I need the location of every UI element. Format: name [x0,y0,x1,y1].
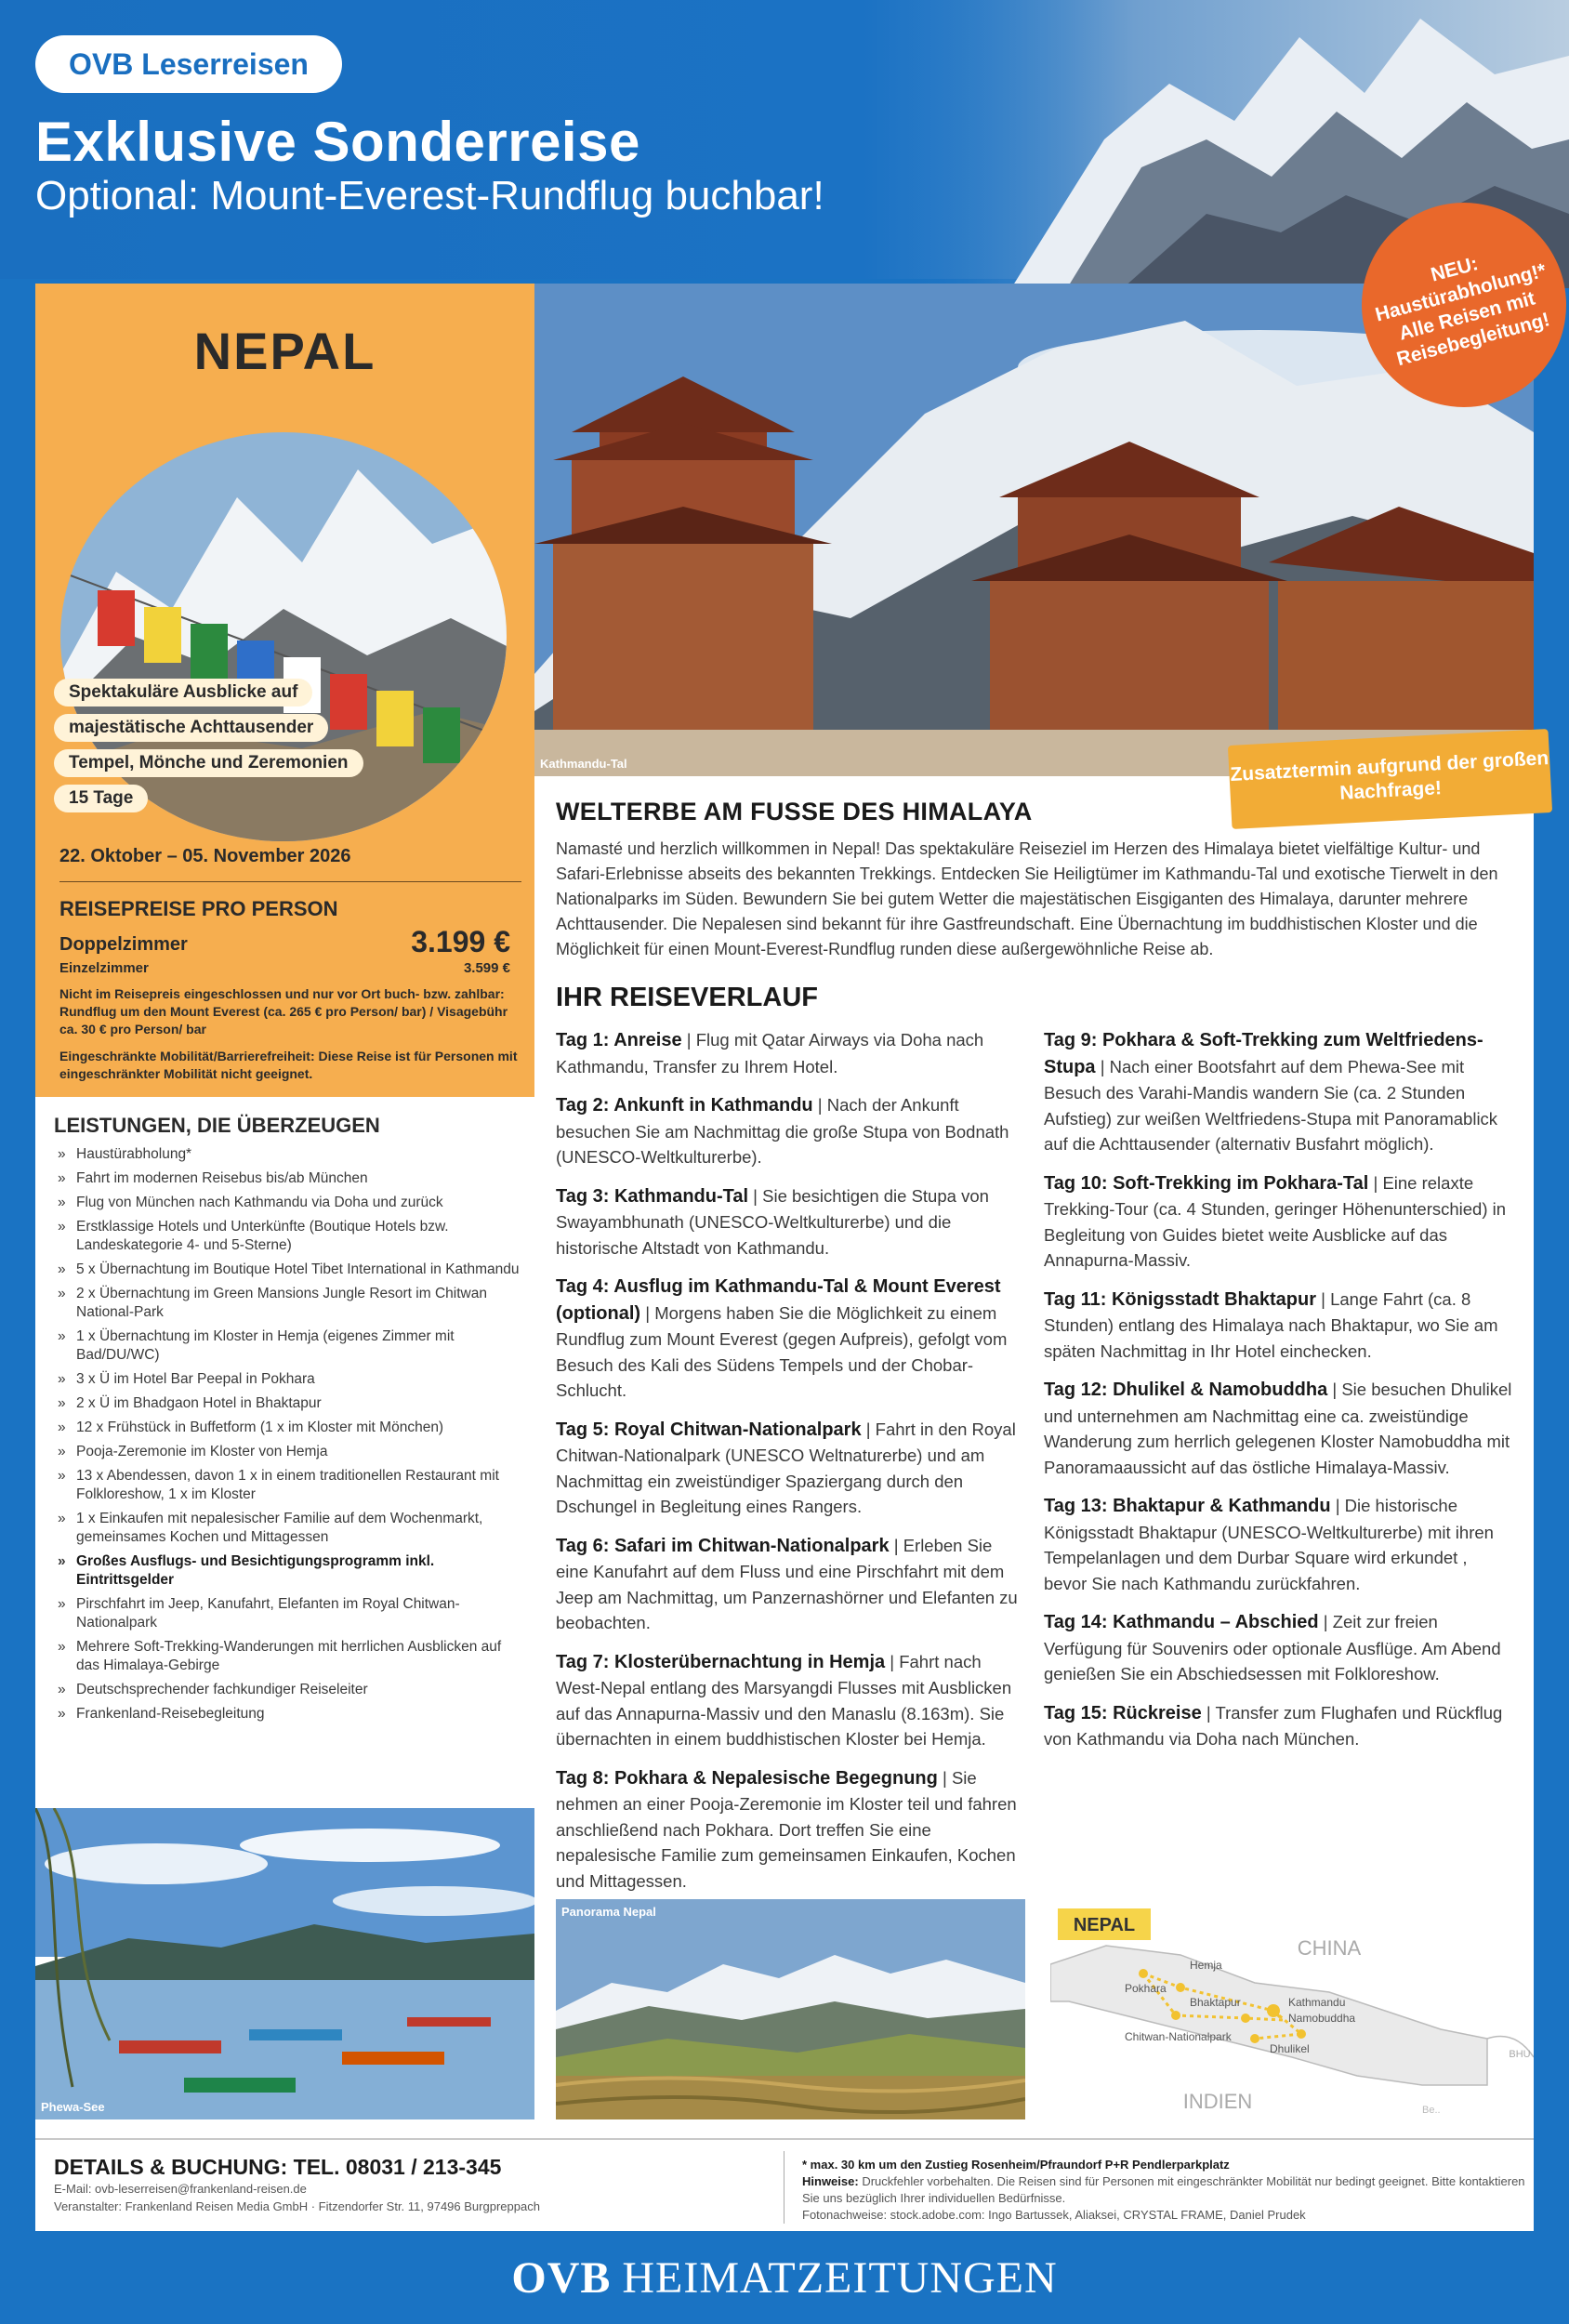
map-china-label: CHINA [1297,1936,1362,1960]
intro-text: Namasté und herzlich willkommen in Nepal! Das spektakuläre Reiseziel im Herzen des Himalaya bietet vielfältige Kultur- und Safari-Erlebnisse abseits des bekannten Trekkings. Entdecken Sie Heiligtümer im Kathmandu-Tal und exotische Tierwelt in den Nationalparks im Süden. Bewundern Sie bei gutem Wetter die majestätischen Eisgiganten des Himalaya, darunter mehrere Achttausender. Die Nepalesen sind bekannt für ihre Gastfreundschaft. Eine Übernachtung im buddhistischen Kloster und die Möglichkeit für einen Mount-Everest-Rundflug runden diese außergewöhnliche Reise ab. [556,839,1498,958]
travel-dates: 22. Oktober – 05. November 2026 [59,846,351,866]
highlight-duration: 15 Tage [54,785,148,812]
highlight-item: Tempel, Mönche und Zeremonien [54,749,363,777]
itinerary-day-title: Tag 9: Pokhara & Soft-Trekking zum Weltfriedens-Stupa [1044,1030,1483,1077]
itinerary-day-title: Tag 2: Ankunft in Kathmandu [556,1095,813,1116]
phewa-lake-image [35,1808,534,2119]
service-item: » 1 x Einkaufen mit nepalesischer Familie auf dem Wochenmarkt, gemeinsames Kochen und Mittagessen [54,1510,528,1547]
itinerary-day: Tag 10: Soft-Trekking im Pokhara-Tal | Eine relaxte Trekking-Tour (ca. 4 Stunden, geringer Höhenunterschied) in Begleitung von Guides bietet weite Ausblicke auf das Annapurna-Massiv. [1044,1172,1507,1270]
itinerary-day-title: Tag 4: Ausflug im Kathmandu-Tal & Mount Everest (optional) [556,1276,1001,1324]
service-item: » 3 x Ü im Hotel Bar Peepal in Pokhara [54,1370,528,1389]
booking-phone[interactable]: DETAILS & BUCHUNG: TEL. 08031 / 213-345 [54,2155,502,2179]
itinerary-column-right [1044,1027,1513,1765]
itinerary-day-text: Zeit zur freien Verfügung für Souvenirs oder optionale Ausflüge. Am Abend genießen Sie ein Abschiedsessen mit Folkloreshow. [1044,1612,1501,1684]
itinerary-day: Tag 1: Anreise | Flug mit Qatar Airways via Doha nach Kathmandu, Transfer zu Ihrem Hotel. [556,1030,984,1076]
itinerary-day: Tag 12: Dhulikel & Namobuddha | Sie besuchen Dhulikel und unternehmen am Nachmittag eine ca. zweistündige Wanderung zum herrlich gelegenen Kloster Namobuddha mit Panoramaaussicht auf das östliche Himalaya-Massiv. [1044,1380,1512,1477]
itinerary-day-text: Erleben Sie eine Kanufahrt auf dem Fluss und eine Pirschfahrt mit dem Jeep am Nachmittag, um Panzernashörner und Elefanten zu beobachten. [556,1535,1018,1632]
itinerary-day: Tag 2: Ankunft in Kathmandu | Nach der Ankunft besuchen Sie am Nachmittag die große Stupa von Bodnath (UNESCO-Weltkulturerbe). [556,1095,1009,1167]
double-room-label: Doppelzimmer [59,934,188,955]
publisher-logo-rest: HEIMATZEITUNGEN [622,2252,1058,2303]
itinerary-day-title: Tag 5: Royal Chitwan-Nationalpark [556,1419,862,1440]
publisher-logo-bold: OVB [511,2252,612,2303]
image-caption: Kathmandu-Tal [540,757,627,771]
page-subtitle: Optional: Mount-Everest-Rundflug buchbar! [35,173,824,218]
itinerary-day: Tag 14: Kathmandu – Abschied | Zeit zur freien Verfügung für Souvenirs oder optionale Ausflüge. Am Abend genießen Sie ein Abschiedsessen mit Folkloreshow. [1044,1612,1501,1684]
itinerary-day: Tag 3: Kathmandu-Tal | Sie besichtigen die Stupa von Swayambhunath (UNESCO-Weltkulturerbe) und die historische Altstadt von Kathmandu. [556,1185,989,1258]
itinerary-day-text: Flug mit Qatar Airways via Doha nach Kathmandu, Transfer zu Ihrem Hotel. [556,1030,984,1076]
itinerary-day-text: Fahrt in den Royal Chitwan-Nationalpark (UNESCO Weltnaturerbe) und am Nachmittag ein zweistündiger Spaziergang durch den Dschungel in Begleitung eines Rangers. [556,1419,1016,1516]
offer-panel [35,284,534,1097]
service-item: » Deutschsprechender fachkundiger Reiseleiter [54,1681,528,1699]
panorama-image [556,1899,1025,2119]
service-item: » Fahrt im modernen Reisebus bis/ab München [54,1169,528,1188]
itinerary-day: Tag 4: Ausflug im Kathmandu-Tal & Mount Everest (optional) | Morgens haben Sie die Möglichkeit zu einem Rundflug zum Mount Everest (gegen Aufpreis), gefolgt vom Besuch des Kali des Südens Tempels und der Chobar-Schlucht. [556,1276,1008,1400]
itinerary-day: Tag 11: Königsstadt Bhaktapur | Lange Fahrt (ca. 8 Stunden) entlang des Himalaya nach Bhaktapur, wo Sie am späten Nachmittag in Ihr Hotel einchecken. [1044,1288,1498,1361]
map-india-label: INDIEN [1182,2090,1253,2113]
itinerary-day-title: Tag 10: Soft-Trekking im Pokhara-Tal [1044,1172,1369,1194]
highlight-item: Spektakuläre Ausblicke auf [54,679,312,706]
double-room-price: 3.199 € [411,925,510,958]
mobility-note: Eingeschränkte Mobilität/Barrierefreiheit: Diese Reise ist für Personen mit eingeschränkter Mobilität nicht geeignet. [59,1049,518,1081]
service-item: » 1 x Übernachtung im Kloster in Hemja (eigenes Zimmer mit Bad/DU/WC) [54,1327,528,1365]
price-heading: REISEPREISE PRO PERSON [59,897,338,920]
itinerary-day: Tag 8: Pokhara & Nepalesische Begegnung | Sie nehmen an einer Pooja-Zeremonie im Kloster teil und fahren anschließend nach Pokhara. Dort treffen Sie eine nepalesische Familie zum gemeinsamen Einkaufen, Kochen und Mittagessen. [556,1767,1017,1891]
itinerary-column-left [556,1027,1025,1907]
itinerary-day-title: Tag 3: Kathmandu-Tal [556,1185,749,1207]
itinerary-day-title: Tag 12: Dhulikel & Namobuddha [1044,1380,1328,1400]
service-item: » Haustürabholung* [54,1145,528,1164]
image-caption: Panorama Nepal [561,1905,656,1919]
map-country-label: NEPAL [1073,1915,1136,1935]
service-item: » Großes Ausflugs- und Besichtigungsprogramm inkl. Eintrittsgelder [54,1552,528,1590]
itinerary-day: Tag 15: Rückreise | Transfer zum Flughafen und Rückflug von Kathmandu via Doha nach München. [1044,1702,1503,1749]
extra-date-banner: Zusatztermin aufgrund der großen Nachfrage! [1228,729,1552,829]
intro-heading: WELTERBE AM FUSSE DES HIMALAYA [556,798,1033,825]
map-place: Chitwan-Nationalpark [1125,2030,1232,2043]
itinerary-day-text: Sie besuchen Dhulikel und unternehmen am Nachmittag eine ca. zweistündige Wanderung zum herrlich gelegenen Kloster Namobuddha mit Panoramaaussicht auf das östliche Himalaya-Massiv. [1044,1380,1512,1477]
service-item: » Mehrere Soft-Trekking-Wanderungen mit herrlichen Ausblicken auf das Himalaya-Gebirge [54,1638,528,1675]
new-feature-badge: NEU: Haustürabholung!* Alle Reisen mit Reisebegleitung! [1338,179,1569,429]
service-item: » 2 x Übernachtung im Green Mansions Jungle Resort im Chitwan National-Park [54,1285,528,1322]
map-place: Dhulikel [1270,2042,1310,2055]
booking-email[interactable]: E-Mail: ovb-leserreisen@frankenland-reisen.de [54,2182,307,2196]
service-item: » Pirschfahrt im Jeep, Kanufahrt, Elefanten im Royal Chitwan-Nationalpark [54,1595,528,1632]
footer [35,2138,1534,2231]
service-item: » Flug von München nach Kathmandu via Doha und zurück [54,1194,528,1212]
itinerary-day: Tag 7: Klosterübernachtung in Hemja | Fahrt nach West-Nepal entlang des Marsyangdi Flusses mit Ausblicken auf das Annapurna-Massiv und den Manaslu (8.163m). Sie übernachten in einem buddhistischen Kloster bei Hemja. [556,1651,1012,1749]
itinerary-day-text: Nach einer Bootsfahrt auf dem Phewa-See mit Besuch des Varahi-Mandis wandern Sie (ca. 2 Stunden Aufstieg) zur weißen Weltfriedens-Stupa mit Panoramablick auf die Achttausender (alternativ Busfahrt möglich). [1044,1056,1498,1154]
itinerary-day: Tag 9: Pokhara & Soft-Trekking zum Weltfriedens-Stupa | Nach einer Bootsfahrt auf dem Phewa-See mit Besuch des Varahi-Mandis wandern Sie (ca. 2 Stunden Aufstieg) zur weißen Weltfriedens-Stupa mit Panoramablick auf die Achttausender (alternativ Busfahrt möglich). [1044,1030,1498,1154]
single-room-label: Einzelzimmer [59,960,149,976]
booking-info [54,2155,540,2215]
main-content [35,284,1549,2138]
map-corner-label: Be.. [1422,2105,1441,2116]
itinerary-day-title: Tag 11: Königsstadt Bhaktapur [1044,1288,1317,1310]
destination-title: NEPAL [193,322,376,380]
itinerary-day: Tag 6: Safari im Chitwan-Nationalpark | Erleben Sie eine Kanufahrt auf dem Fluss und eine Pirschfahrt mit dem Jeep am Nachmittag, um Panzernashörner und Elefanten zu beobachten. [556,1535,1018,1632]
itinerary-day-title: Tag 1: Anreise [556,1030,682,1050]
service-item: » Erstklassige Hotels und Unterkünfte (Boutique Hotels bzw. Landeskategorie 4- und 5-Sterne) [54,1218,528,1255]
map-place: Bhaktapur [1190,1996,1241,2009]
page-title: Exklusive Sonderreise [35,111,640,173]
image-caption: Phewa-See [41,2100,105,2114]
itinerary-day-title: Tag 6: Safari im Chitwan-Nationalpark [556,1535,890,1556]
header-banner [0,0,1569,279]
map-place: Namobuddha [1288,2012,1356,2025]
itinerary-day-text: Sie nehmen an einer Pooja-Zeremonie im Kloster teil und fahren anschließend nach Pokhara. Dort treffen Sie eine nepalesische Familie zum gemeinsamen Einkaufen, Kochen und Mittagessen. [556,1767,1017,1891]
photo-credit: Fotonachweise: stock.adobe.com: Ingo Bartussek, Aliaksei, CRYSTAL FRAME, Daniel Prudek [802,2208,1306,2222]
single-room-price: 3.599 € [463,960,510,976]
map-bhutan-label: BHU [1509,2049,1531,2060]
itinerary-day: Tag 13: Bhaktapur & Kathmandu | Die historische Königsstadt Bhaktapur (UNESCO-Weltkulturerbe) mit ihren Tempelanlagen und dem Durbar Square wird erkundet , bevor Sie nach Kathmandu zurückfahren. [1044,1496,1494,1593]
divider [59,881,521,882]
service-item: » Pooja-Zeremonie im Kloster von Hemja [54,1443,528,1461]
organizer-info: Veranstalter: Frankenland Reisen Media GmbH · Fitzendorfer Str. 11, 97496 Burgpreppach [54,2199,540,2213]
itinerary-day: Tag 5: Royal Chitwan-Nationalpark | Fahrt in den Royal Chitwan-Nationalpark (UNESCO Weltnaturerbe) und am Nachmittag ein zweistündiger Spaziergang durch den Dschungel in Begleitung eines Rangers. [556,1419,1016,1516]
itinerary-day-text: Lange Fahrt (ca. 8 Stunden) entlang des Himalaya nach Bhaktapur, wo Sie am späten Nachmittag in Ihr Hotel einchecken. [1044,1288,1498,1361]
publisher-logo [0,2231,1569,2324]
itinerary-day-title: Tag 15: Rückreise [1044,1702,1202,1723]
hint-label: Hinweise: [802,2174,859,2188]
itinerary-day-title: Tag 7: Klosterübernachtung in Hemja [556,1651,886,1672]
not-included-note: Nicht im Reisepreis eingeschlossen und nur vor Ort buch- bzw. zahlbar: Rundflug um den Mount Everest (ca. 265 € pro Person/ bar) / Visagebühr ca. 30 € pro Person/ bar [59,986,508,1037]
services-heading: LEISTUNGEN, DIE ÜBERZEUGEN [54,1114,380,1137]
route-map [1050,1899,1534,2119]
itinerary-day-text: Fahrt nach West-Nepal entlang des Marsyangdi Flusses mit Ausblicken auf das Annapurna-Massiv und den Manaslu (8.163m). Sie übernachten in einem buddhistischen Kloster bei Hemja. [556,1651,1012,1749]
itinerary-day-text: Die historische Königsstadt Bhaktapur (UNESCO-Weltkulturerbe) mit ihren Tempelanlagen und dem Durbar Square wird erkundet , bevor Sie nach Kathmandu zurückfahren. [1044,1496,1494,1593]
itinerary-day-text: Nach der Ankunft besuchen Sie am Nachmittag die große Stupa von Bodnath (UNESCO-Weltkulturerbe). [556,1095,1009,1167]
map-place: Hemja [1190,1959,1222,1972]
services-list [54,1145,528,1729]
itinerary-heading: IHR REISEVERLAUF [556,983,818,1012]
service-item: » 5 x Übernachtung im Boutique Hotel Tibet International in Kathmandu [54,1261,528,1279]
map-place: Pokhara [1125,1982,1167,1995]
itinerary-day-title: Tag 8: Pokhara & Nepalesische Begegnung [556,1767,938,1789]
highlight-item: majestätische Achttausender [54,714,328,742]
hint-text: Druckfehler vorbehalten. Die Reisen sind für Personen mit eingeschränkter Mobilität nur bedingt geeignet. Bitte kontaktieren Sie uns bezüglich Ihrer individuellen Bedürfnisse. [802,2174,1525,2205]
legal-notes [802,2157,1527,2224]
itinerary-day-title: Tag 13: Bhaktapur & Kathmandu [1044,1496,1331,1516]
service-item: » 13 x Abendessen, davon 1 x in einem traditionellen Restaurant mit Folkloreshow, 1 x im Kloster [54,1467,528,1504]
itinerary-day-text: Sie besichtigen die Stupa von Swayambhunath (UNESCO-Weltkulturerbe) und die historische Altstadt von Kathmandu. [556,1185,989,1258]
itinerary-day-text: Transfer zum Flughafen und Rückflug von Kathmandu via Doha nach München. [1044,1702,1503,1749]
map-place: Kathmandu [1288,1996,1346,2009]
itinerary-day-text: Eine relaxte Trekking-Tour (ca. 4 Stunden, geringer Höhenunterschied) in Begleitung von Guides bietet weite Ausblicke auf das Annapurna-Massiv. [1044,1172,1507,1270]
itinerary-day-title: Tag 14: Kathmandu – Abschied [1044,1612,1319,1632]
service-item: » 2 x Ü im Bhadgaon Hotel in Bhaktapur [54,1394,528,1413]
highlights-list [54,679,363,820]
brand-pill: OVB Leserreisen [35,35,342,93]
service-item: » 12 x Frühstück in Buffetform (1 x im Kloster mit Mönchen) [54,1419,528,1437]
itinerary-day-text: Morgens haben Sie die Möglichkeit zu einem Rundflug zum Mount Everest (gegen Aufpreis), gefolgt vom Besuch des Kali des Südens Tempels und der Chobar-Schlucht. [556,1302,1008,1400]
service-item: » Frankenland-Reisebegleitung [54,1705,528,1723]
pickup-note: * max. 30 km um den Zustieg Rosenheim/Pfraundorf P+R Pendlerparkplatz [802,2158,1230,2172]
